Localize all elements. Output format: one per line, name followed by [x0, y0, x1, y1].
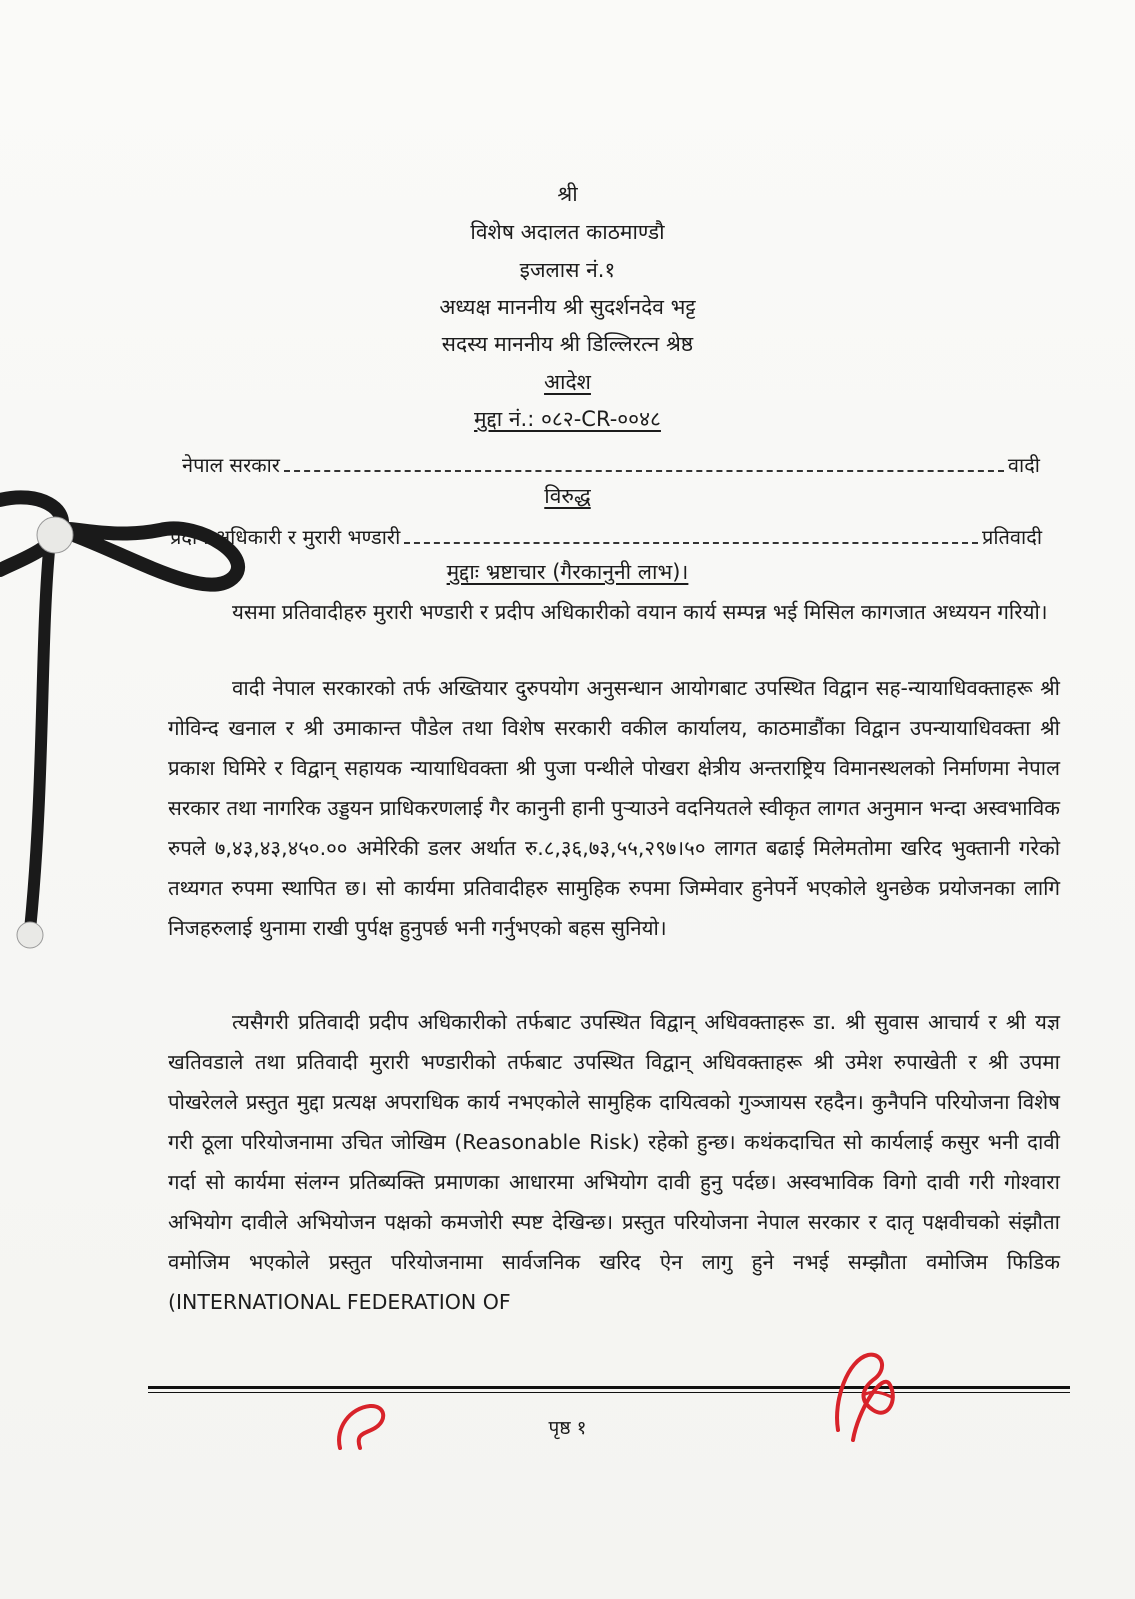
versus-label: विरुद्ध — [544, 484, 591, 508]
handwritten-mark — [330, 1398, 400, 1458]
bench-member: सदस्य माननीय श्री डिल्लिरत्न श्रेष्ठ — [441, 332, 694, 356]
paragraph-3: त्यसैगरी प्रतिवादी प्रदीप अधिकारीको तर्फबाट उपस्थित विद्वान् अधिवक्ताहरू डा. श्री सुवास आचार्य र श्री यज्ञ खतिवडाले तथा प्रतिवादी मुरारी भण्डारीको तर्फबाट उपस्थित विद्वान् अधिवक्ताहरू श्री उमेश रुपाखेती र श्री उपमा पोखरेलले प्रस्तुत मुद्दा प्रत्यक्ष अपराधिक कार्य नभएकोले सामुहिक दायित्वको गुञ्जायस रहदैन। कुनैपनि परियोजना विशेष गरी ठूला परियोजनामा उचित जोखिम (Reasonable Risk) रहेको हुन्छ। कथंकदाचित सो कार्यलाई कसुर भनी दावी गर्दा सो कार्यमा संलग्न प्रतिब्यक्ति प्रमाणका आधारमा अभियोग दावी हुनु पर्दछ। अस्वभाविक विगो दावी गरी गोश्वारा अभियोग दावीले अभियोजन पक्षको कमजोरी स्पष्ट देखिन्छ। प्रस्तुत परियोजना नेपाल सरकार र दातृ पक्षवीचको संझौता वमोजिम भएकोले प्रस्तुत परियोजनामा सार्वजनिक खरिद ऐन लागु हुने नभई सम्झौता वमोजिम फिडिक (INTERNATIONAL FEDERATION OF — [168, 1010, 1060, 1314]
plaintiff-name: नेपाल सरकार — [182, 453, 280, 477]
paragraph-2: वादी नेपाल सरकारको तर्फ अख्तियार दुरुपयोग अनुसन्धान आयोगबाट उपस्थित विद्वान सह-न्यायाधिवक्ताहरू श्री गोविन्द खनाल र श्री उमाकान्त पौडेल तथा विशेष सरकारी वकील कार्यालय, काठमाडौंका विद्वान उपन्यायाधिवक्ता श्री प्रकाश घिमिरे र विद्वान् सहायक न्यायाधिवक्ता श्री पुजा पन्थीले पोखरा क्षेत्रीय अन्तराष्ट्रिय विमानस्थलको निर्माणमा नेपाल सरकार तथा नागरिक उड्डयन प्राधिकरणलाई गैर कानुनी हानी पुर्‍याउने वदनियतले स्वीकृत लागत अनुमान भन्दा अस्वभाविक रुपले ७,४३,४३,४५०.०० अमेरिकी डलर अर्थात रु.८,३६,७३,५५,२९७।५० लागत बढाई मिलेमतोमा खरिद भुक्तानी गरेको तथ्यगत रुपमा स्थापित छ। सो कार्यमा प्रतिवादीहरु सामुहिक रुपमा जिम्मेवार हुनेपर्ने भएकोले थुनछेक प्रयोजनका लागि निजहरुलाई थुनामा राखी पुर्पक्ष हुनुपर्छ भनी गर्नुभएको बहस सुनियो। — [168, 676, 1060, 940]
paragraph-1: यसमा प्रतिवादीहरु मुरारी भण्डारी र प्रदीप अधिकारीको वयान कार्य सम्पन्न भई मिसिल कागजात अध्ययन गरियो। — [232, 600, 1048, 624]
plaintiff-role: वादी — [1007, 453, 1040, 477]
case-subject: मुद्दाः भ्रष्टाचार (गैरकानुनी लाभ)। — [446, 560, 689, 584]
plaintiff-row — [182, 448, 1040, 478]
case-number: मुद्दा नं.: ०८२-CR-००४८ — [474, 407, 661, 431]
header-invocation: श्री — [557, 182, 578, 206]
divider — [404, 542, 978, 544]
order-title: आदेश — [544, 370, 591, 394]
bench-number: इजलास नं.१ — [519, 258, 616, 282]
signature — [818, 1340, 918, 1450]
bench-chair: अध्यक्ष माननीय श्री सुदर्शनदेव भट्ट — [439, 295, 696, 319]
defendant-role: प्रतिवादी — [981, 525, 1042, 549]
binding-ribbon — [0, 480, 260, 960]
defendant-row — [170, 520, 1042, 550]
defendant-name: प्रदीप अधिकारी र मुरारी भण्डारी — [170, 525, 401, 549]
divider — [284, 470, 1004, 472]
page-number: पृष्ठ १ — [548, 1417, 587, 1439]
court-name: विशेष अदालत काठमाण्डौ — [470, 220, 665, 244]
footer-rule — [148, 1386, 1070, 1393]
